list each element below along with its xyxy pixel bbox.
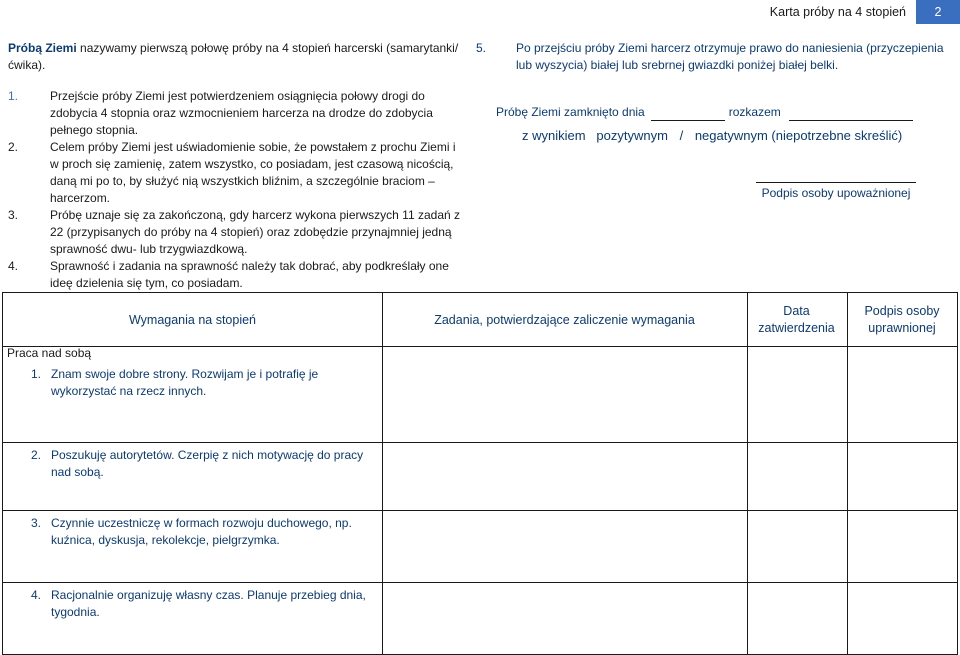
requirement-number: 4. (31, 588, 42, 602)
table-row (3, 583, 958, 655)
requirement-text: Racjonalnie organizuję własny czas. Planuje przebieg dnia, tygodnia. (51, 588, 366, 619)
closure-date-field[interactable] (651, 106, 725, 121)
table-row (3, 511, 958, 583)
tasks-cell[interactable] (383, 347, 747, 443)
requirement-number: 1. (31, 367, 42, 381)
intro-paragraph (8, 40, 460, 74)
date-cell[interactable] (747, 583, 847, 655)
page-number-badge: 2 (916, 0, 960, 24)
requirement-cell (3, 347, 383, 443)
signature-label: Podpis osoby upoważnionej (761, 186, 911, 200)
date-cell[interactable] (747, 511, 847, 583)
rule-number: 3. (8, 208, 19, 222)
tasks-cell[interactable] (383, 443, 747, 511)
category-label: Praca nad sobą (7, 346, 92, 360)
order-label: rozkazem (728, 105, 781, 119)
rule-text: Po przejściu próby Ziemi harcerz otrzymuje prawo do naniesienia (przyczepienia lub wyszycia) białej lub srebrnej gwiazdki poniżej białej belki. (516, 41, 944, 72)
result-label: z wynikiem (522, 128, 586, 143)
requirement-number: 3. (31, 516, 42, 530)
page-header (770, 0, 960, 24)
closure-section (496, 104, 926, 144)
tasks-cell[interactable] (383, 583, 747, 655)
rule-text: Próbę uznaje się za zakończoną, gdy harcerz wykona pierwszych 11 zadań z 22 (przypisanych do próby na 4 stopień) oraz zdobędzie przynajmniej jedną sprawność dwu- lub trzygwiazdkową. (50, 208, 460, 256)
rules-list (8, 88, 460, 292)
rule-number: 4. (8, 259, 19, 273)
signature-line[interactable] (756, 182, 916, 183)
requirements-header-label: Wymagania na stopień (128, 312, 257, 327)
rule-number: 5. (476, 41, 487, 55)
sign-cell[interactable] (847, 583, 957, 655)
sign-cell[interactable] (847, 443, 957, 511)
date-cell[interactable] (747, 347, 847, 443)
rule-text: Przejście próby Ziemi jest potwierdzeniem osiągnięcia połowy drogi do zdobycia 4 stopnia oraz wzmocnieniem harcerza na drodze do zdobycia pełnego stopnia. (50, 89, 433, 137)
requirement-item (3, 583, 382, 621)
rule-text: Celem próby Ziemi jest uświadomienie sobie, że powstałem z prochu Ziemi i w proch się zamienię, zatem wszystko, co posiadam, jest czasową nicością, daną mi po to, by służyć nią wszystkich bliźnim, a szczególnie braciom – harcerzom. (50, 140, 456, 205)
table-row (3, 347, 958, 443)
sign-cell[interactable] (847, 347, 957, 443)
result-separator: / (679, 128, 684, 143)
closure-date-line (496, 104, 926, 121)
rule-number: 1. (8, 89, 19, 103)
table-row (3, 443, 958, 511)
rule-item (476, 40, 946, 74)
signature-block (756, 182, 916, 202)
requirement-cell (3, 583, 383, 655)
requirement-item (3, 362, 382, 400)
intro-term: Próbą Ziemi (8, 41, 77, 55)
left-column (8, 40, 460, 292)
date-header-label: Data zatwierdzenia (758, 304, 835, 335)
intro-text: nazywamy pierwszą połowę próby na 4 stopień harcerski (samarytanki/ ćwika). (8, 41, 459, 72)
result-line (496, 127, 926, 144)
card-title: Karta próby na 4 stopień (769, 5, 906, 19)
result-negative[interactable]: negatywnym (niepotrzebne skreślić) (694, 128, 903, 143)
order-number-field[interactable] (789, 106, 913, 121)
tasks-cell[interactable] (383, 511, 747, 583)
requirement-item (3, 511, 382, 549)
requirement-text: Znam swoje dobre strony. Rozwijam je i potrafię je wykorzystać na rzecz innych. (51, 367, 319, 398)
date-cell[interactable] (747, 443, 847, 511)
closure-label: Próbę Ziemi zamknięto dnia (496, 105, 645, 119)
sign-cell[interactable] (847, 511, 957, 583)
right-column (476, 40, 946, 200)
result-positive[interactable]: pozytywnym (596, 128, 668, 143)
rule-number: 2. (8, 140, 19, 154)
requirement-text: Poszukuję autorytetów. Czerpię z nich motywację do pracy nad sobą. (51, 448, 364, 479)
requirement-cell (3, 443, 383, 511)
rule-item (8, 139, 460, 207)
sign-header-label: Podpis osoby uprawnionej (864, 304, 940, 335)
rule-text: Sprawność i zadania na sprawność należy tak dobrać, aby podkreślały one ideę dzielenia się tym, co posiadam. (50, 259, 449, 290)
rule-item (8, 207, 460, 258)
rule-item (8, 88, 460, 139)
rule-item (8, 258, 460, 292)
requirement-item (3, 443, 382, 481)
requirement-cell (3, 511, 383, 583)
tasks-header-label: Zadania, potwierdzające zaliczenie wymagania (434, 312, 695, 327)
requirement-text: Czynnie uczestniczę w formach rozwoju duchowego, np. kuźnica, dyskusja, rekolekcje, pielgrzymka. (51, 516, 352, 547)
requirement-number: 2. (31, 448, 42, 462)
